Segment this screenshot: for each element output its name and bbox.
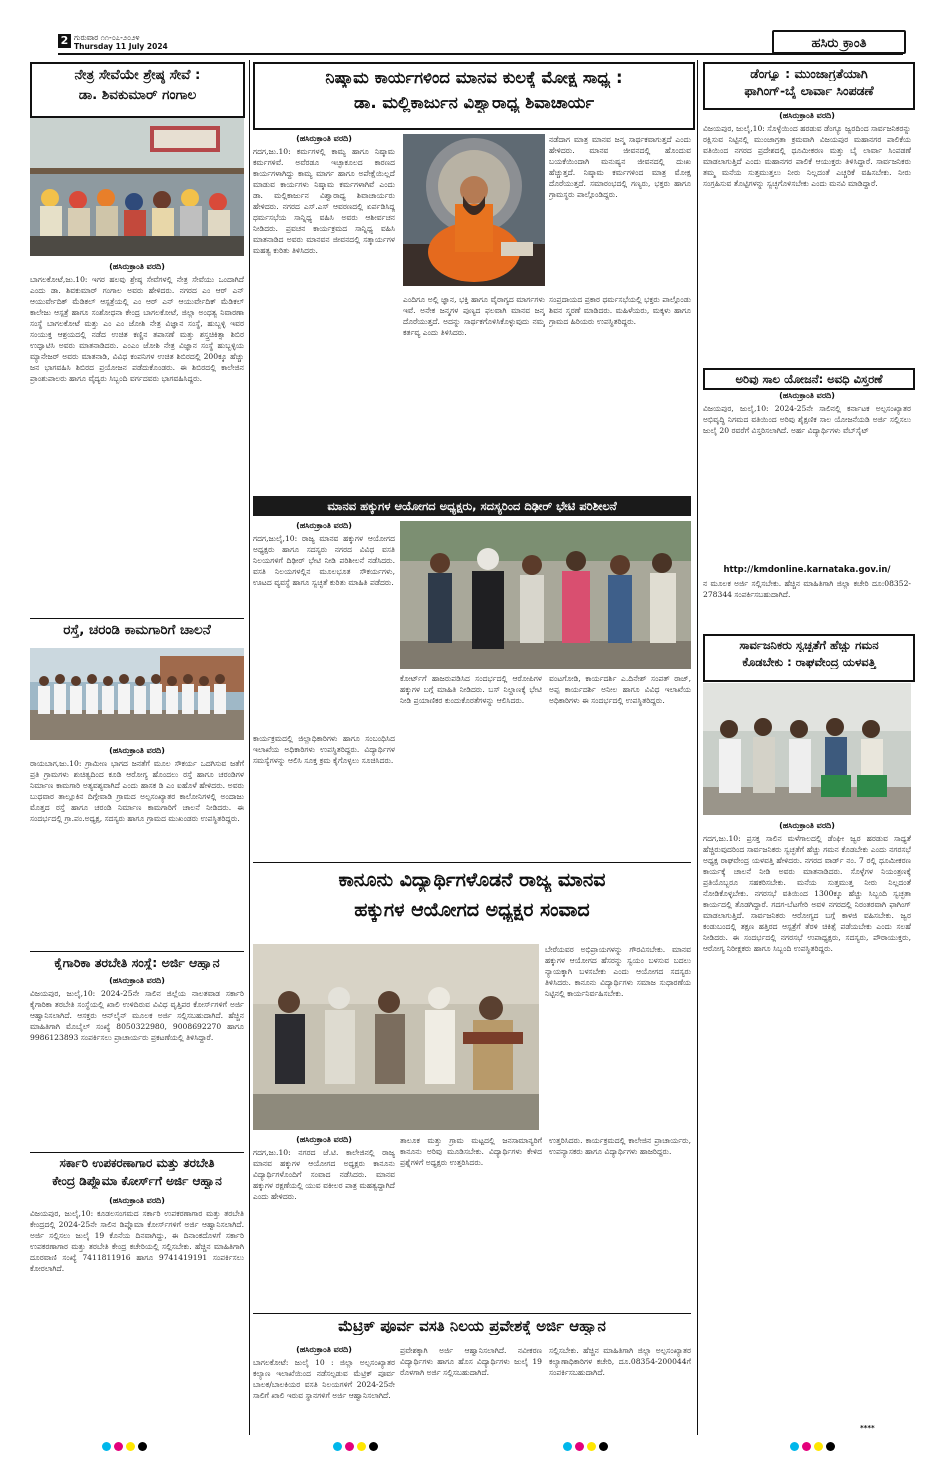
photo-road-work xyxy=(30,648,244,740)
headline-line-2: ಡಾ. ಶಿವಕುಮಾರ್ ಗಂಗಾಲ xyxy=(78,86,197,103)
article-body: ವಿಜಯಪುರ, ಜುಲೈ,10: 2024-25ನೇ ಸಾಲಿನ ಜಿಲ್ಲೆಯ ನಾಲತವಾಡ ಸರ್ಕಾರಿ ಕೈಗಾರಿಕಾ ತರಬೇತಿ ಸಂಸ್ಥೆಯಲ್ಲಿ ಖಾಲಿ ಉಳಿದಿರುವ ವಿವಿಧ ವೃತ್ತಿಪರ ಕೋರ್ಸ್‌ಗಳಿಗೆ ಅರ್ಜಿ ಆಹ್ವಾನಿಸಲಾಗಿದೆ. ಆಸಕ್ತರು ಆನ್‌ಲೈನ್ ಮೂಲಕ ಅರ್ಜಿ ಸಲ್ಲಿಸಬಹುದಾಗಿದೆ. ಹೆಚ್ಚಿನ ಮಾಹಿತಿಗಾಗಿ ಮೊಬೈಲ್ ಸಂಖ್ಯೆ 8050322980, 9008692270 ಹಾಗೂ 9986123893 ಸಂಪರ್ಕಿಸಲು ಪ್ರಾಚಾರ್ಯರು ಪ್ರಕಟಣೆಯಲ್ಲಿ ತಿಳಿಸಿದ್ದಾರೆ. xyxy=(30,989,244,1042)
article-body: ವಿಜಯಪುರ, ಜುಲೈ,10: 2024-25ನೇ ಸಾಲಿನಲ್ಲಿ ಕರ್ನಾಟಕ ಅಲ್ಪಸಂಖ್ಯಾತರ ಅಭಿವೃದ್ಧಿ ನಿಗಮದ ವತಿಯಿಂದ ಅರಿವು ಶೈಕ್ಷಣಿಕ ಸಾಲ ಯೋಜನೆಯಡಿ ಅರ್ಜಿ ಸಲ್ಲಿಸಲು ಜುಲೈ 20 ರವರೆಗೆ ವಿಸ್ತರಿಸಲಾಗಿದೆ. ಅರ್ಹ ವಿದ್ಯಾರ್ಥಿಗಳು ವೆಬ್‌ಸೈಟ್ xyxy=(703,404,911,435)
article-headline-iti: ಕೈಗಾರಿಕಾ ತರಬೇತಿ ಸಂಸ್ಥೆ: ಅರ್ಜಿ ಆಹ್ವಾನ xyxy=(54,956,220,970)
article-divider xyxy=(30,1152,244,1153)
photo-swamiji xyxy=(403,134,545,286)
register-dot-black xyxy=(599,1442,608,1451)
photo-law-students xyxy=(253,944,539,1130)
register-dot-magenta xyxy=(802,1442,811,1451)
article-divider xyxy=(253,862,691,863)
register-dot-magenta xyxy=(575,1442,584,1451)
page-number: 2 xyxy=(60,34,69,47)
article-headline-nishkama xyxy=(253,62,695,130)
article-headline-law-students-1: ಕಾನೂನು ವಿದ್ಯಾರ್ಥಿಗಳೊಡನೆ ರಾಜ್ಯ ಮಾನವ xyxy=(338,870,606,891)
byline: (ಹಸಿರುಕ್ರಾಂತಿ ವರದಿ) xyxy=(109,746,165,755)
byline: (ಹಸಿರುಕ್ರಾಂತಿ ವರದಿ) xyxy=(109,976,165,985)
article-headline-law-students-2: ಹಕ್ಕುಗಳ ಆಯೋಗದ ಅಧ್ಯಕ್ಷರ ಸಂವಾದ xyxy=(354,900,590,921)
article-body: ಕೋರ್ಟ್‌ಗೆ ಹಾಜರುಪಡಿಸಿದ ಸಂದರ್ಭದಲ್ಲಿ ಆರೋಪಿಗಳ ಹಕ್ಕುಗಳ ಬಗ್ಗೆ ಮಾಹಿತಿ ನೀಡಿದರು. ಬಸ್ ನಿಲ್ದಾಣಕ್ಕೆ ಭೇಟಿ ನೀಡಿ ಪ್ರಯಾಣಿಕರ ಕುಂದುಕೊರತೆಗಳನ್ನು ಆಲಿಸಿದರು. xyxy=(400,674,542,705)
paper-name: ಹಸಿರು ಕ್ರಾಂತಿ xyxy=(811,36,867,51)
article-divider xyxy=(253,1313,691,1314)
byline: (ಹಸಿರುಕ್ರಾಂತಿ ವರದಿ) xyxy=(296,134,352,143)
article-body: ಎಂದಿಗೂ ಅಲ್ಲಿ ಜ್ಞಾನ, ಭಕ್ತಿ ಹಾಗೂ ವೈರಾಗ್ಯದ ಮಾರ್ಗಗಳು ಇವೆ. ಅನೇಕ ಜನ್ಮಗಳ ಪುಣ್ಯದ ಫಲವಾಗಿ ಮಾನವ ಜನ್ಮ ದೊರೆಯುತ್ತದೆ. ಅದನ್ನು ಸಾರ್ಥಕಗೊಳಿಸಿಕೊಳ್ಳುವುದು ನಮ್ಮ ಕರ್ತವ್ಯ ಎಂದು ತಿಳಿಸಿದರು. xyxy=(403,295,545,337)
headline-line-1: ಸಾರ್ವಜನಿಕರು ಸ್ವಚ್ಛತೆಗೆ ಹೆಚ್ಚು ಗಮನ xyxy=(739,638,879,652)
photo-eye-camp xyxy=(30,118,244,256)
article-body: ರಾಯಬಾಗ,ಜು.10: ಗ್ರಾಮೀಣ ಭಾಗದ ಜನತೆಗೆ ಮೂಲ ಸೌಕರ್ಯ ಒದಗಿಸುವ ಜತೆಗೆ ಪ್ರತಿ ಗ್ರಾಮಗಳು ಶುಚಿತ್ವದಿಂದ ಕೂಡಿ ಆರೋಗ್ಯ ಹೊಂದಲು ರಸ್ತೆ ಹಾಗೂ ಚರಂಡಿಗಳ ನಿರ್ಮಾಣ ಕಾಮಗಾರಿ ಅತ್ಯವಶ್ಯವಾಗಿದೆ ಎಂದು ಹಾಸಕ ಡಿ ಎಂ ಐಹೊಳೆ ಹೇಳಿದರು. ಅವರು ಬುಧವಾರ ತಾಲ್ಲೂಕಿನ ದಿಗ್ಗೇವಾಡಿ ಗ್ರಾಮದ ಅಲ್ಪಸಂಖ್ಯಾತರ ಕಾಲೋನಿಗಳಲ್ಲಿ ಅಂದಾಜು ಮೊತ್ತದ ರಸ್ತೆ ಹಾಗೂ ಚರಂಡಿ ನಿರ್ಮಾಣ ಕಾಮಗಾರಿಗೆ ಚಾಲನೆ ನೀಡಿದರು. ಈ ಸಂದರ್ಭದಲ್ಲಿ ಗ್ರಾ.ಪಂ.ಅಧ್ಯಕ್ಷ, ಸದಸ್ಯರು ಹಾಗೂ ಗ್ರಾಮದ ಮುಖಂಡರು ಉಪಸ್ಥಿತರಿದ್ದರು. xyxy=(30,759,244,823)
register-dot-black xyxy=(826,1442,835,1451)
byline: (ಹಸಿರುಕ್ರಾಂತಿ ವರದಿ) xyxy=(296,521,352,530)
register-dot-yellow xyxy=(587,1442,596,1451)
article-headline-arivu xyxy=(703,368,915,390)
article-body: ಕಾರ್ಯಕ್ರಮದಲ್ಲಿ ಜಿಲ್ಲಾಧಿಕಾರಿಗಳು ಹಾಗೂ ಸಂಬಂಧಿಸಿದ ಇಲಾಖೆಯ ಅಧಿಕಾರಿಗಳು ಉಪಸ್ಥಿತರಿದ್ದರು. ವಿದ್ಯಾರ್ಥಿಗಳ ಸಮಸ್ಯೆಗಳನ್ನು ಆಲಿಸಿ ಸೂಕ್ತ ಕ್ರಮ ಕೈಗೊಳ್ಳಲು ಸೂಚಿಸಿದರು. xyxy=(253,734,395,765)
headline-line-1: ಡೆಂಗ್ಯೂ : ಮುಂಜಾಗ್ರತೆಯಾಗಿ xyxy=(750,66,868,81)
register-dot-yellow xyxy=(814,1442,823,1451)
article-body: ನ ಮೂಲಕ ಅರ್ಜಿ ಸಲ್ಲಿಸಬೇಕು. ಹೆಚ್ಚಿನ ಮಾಹಿತಿಗಾಗಿ ಜಿಲ್ಲಾ ಕಚೇರಿ ದೂ:08352-278344 ಸಂಪರ್ಕಿಸಬಹುದಾಗಿದೆ. xyxy=(703,579,911,599)
article-body: ತಾಲೂಕ ಮತ್ತು ಗ್ರಾಮ ಮಟ್ಟದಲ್ಲಿ ಜನಸಾಮಾನ್ಯರಿಗೆ ಕಾನೂನು ಅರಿವು ಮೂಡಿಸಬೇಕು. ವಿದ್ಯಾರ್ಥಿಗಳು ಕೇಳಿದ ಪ್ರಶ್ನೆಗಳಿಗೆ ಅಧ್ಯಕ್ಷರು ಉತ್ತರಿಸಿದರು. xyxy=(400,1136,542,1167)
article-body: ವಿಜಯಪುರ, ಜುಲೈ,10: ಕೂಡಲಸಂಗಮದ ಸರ್ಕಾರಿ ಉಪಕರಣಾಗಾರ ಮತ್ತು ತರಬೇತಿ ಕೇಂದ್ರದಲ್ಲಿ 2024-25ನೇ ಸಾಲಿನ ಡಿಪ್ಲೊಮಾ ಕೋರ್ಸ್‌ಗಳಿಗೆ ಅರ್ಜಿ ಆಹ್ವಾನಿಸಲಾಗಿದೆ. ಅರ್ಜಿ ಸಲ್ಲಿಸಲು ಜುಲೈ 19 ಕೊನೆಯ ದಿನವಾಗಿದ್ದು, ಈ ದಿನಾಂಕದೊಳಗೆ ಸರ್ಕಾರಿ ಉಪಕರಣಾಗಾರ ಮತ್ತು ತರಬೇತಿ ಕೇಂದ್ರ ಕಚೇರಿಯಲ್ಲಿ ಸಲ್ಲಿಸಬೇಕು. ಹೆಚ್ಚಿನ ಮಾಹಿತಿಗಾಗಿ ದೂರವಾಣಿ ಸಂಖ್ಯೆ 7411811916 ಹಾಗೂ 9741419191 ಸಂಪರ್ಕಿಸಲು ಕೋರಲಾಗಿದೆ. xyxy=(30,1209,244,1273)
article-headline-dengue xyxy=(703,62,915,110)
date-kannada: ಗುರುವಾರ ೧೧-೦೭-೨೦೨೪ xyxy=(74,33,140,42)
headline-line-1: ನಿಷ್ಕಾಮ ಕಾರ್ಯಗಳಿಂದ ಮಾನವ ಕುಲಕ್ಕೆ ಮೋಕ್ಷ ಸಾಧ್ಯ : xyxy=(325,68,623,87)
article-body: ಬಾಗಲಕೋಟೆ,ಜು.10: ಇಗರ ಹಲವು ಶ್ರೇಷ್ಠ ಸೇವೆಗಳಲ್ಲಿ ನೇತ್ರ ಸೇವೆಯು ಒಂದಾಗಿದೆ ಎಂದು ಡಾ. ಶಿವಕುಮಾರ್ ಗಂಗಾಲ ಅವರು ಹೇಳಿದರು. ನಗರದ ಎಂ ಆರ್ ಎನ್ ಆಯುರ್ವೇದಿಕ್ ಮೆಡಿಕಲ್ ಆಸ್ಪತ್ರೆಯಲ್ಲಿ ಎಂ ಆರ್ ಎನ್ ಆಯುರ್ವೇದಿಕ್ ಮೆಡಿಕಲ್ ಕಾಲೇಜು ಆಸ್ಪತ್ರೆ ಹಾಗೂ ಸಂಶೋಧನಾ ಕೇಂದ್ರ ಬಾಗಲಕೋಟೆ, ಜಿಲ್ಲಾ ಅಂಧತ್ವ ನಿವಾರಣಾ ಸಂಸ್ಥೆ ಬಾಗಲಕೋಟೆ ಮತ್ತು ಎಂ ಎಂ ಜೋಶಿ ನೇತ್ರ ವಿಜ್ಞಾನ ಸಂಸ್ಥೆ, ಹುಬ್ಬಳ್ಳಿ ಇವರ ಸಂಯುಕ್ತ ಆಶ್ರಯದಲ್ಲಿ ನಡೆದ ಉಚಿತ ಕಣ್ಣಿನ ತಪಾಸಣೆ ಮತ್ತು ಶಸ್ತ್ರಚಿಕಿತ್ಸಾ ಶಿಬಿರ ಉದ್ಘಾಟಿಸಿ ಅವರು ಮಾತನಾಡಿದರು. ಎಂಎಂ ಜೋಶಿ ನೇತ್ರ ವಿಜ್ಞಾನ ಸಂಸ್ಥೆ ಹುಬ್ಬಳ್ಳಿಯ ಮ್ಯಾನೇಜರ್ ಅವರು ಮಾತನಾಡಿ, ವಿವಿಧ ಕಂಪನಿಗಳ ಉಚಿತ ಶಿಬಿರದಲ್ಲಿ 200ಕ್ಕೂ ಹೆಚ್ಚು ಜನ ಭಾಗವಹಿಸಿ ಶಿಬಿರದ ಪ್ರಯೋಜನ ಪಡೆದುಕೊಂಡರು. ಈ ಶಿಬಿರದಲ್ಲಿ ಕಾಲೇಜಿನ ಪ್ರಾಂಶುಪಾಲರು ಹಾಗೂ ವೈದ್ಯರು ಸಿಬ್ಬಂದಿ ವರ್ಗದವರು ಭಾಗವಹಿಸಿದ್ದರು. xyxy=(30,275,244,383)
register-dot-cyan xyxy=(563,1442,572,1451)
photo-fogging-workers xyxy=(703,683,911,815)
page-number-box xyxy=(58,34,71,48)
headline-line-1: ನೇತ್ರ ಸೇವೆಯೇ ಶ್ರೇಷ್ಠ ಸೇವೆ : xyxy=(74,67,201,83)
article-body: ಸಲ್ಲಿಸಬೇಕು. ಹೆಚ್ಚಿನ ಮಾಹಿತಿಗಾಗಿ ಜಿಲ್ಲಾ ಅಲ್ಪಸಂಖ್ಯಾತರ ಕಲ್ಯಾಣಾಧಿಕಾರಿಗಳ ಕಚೇರಿ, ದೂ.08354-200044ಗೆ ಸಂಪರ್ಕಿಸಬಹುದಾಗಿದೆ. xyxy=(549,1346,691,1377)
headline-line-2: ಡಾ. ಮಲ್ಲಿಕಾರ್ಜುನ ವಿಶ್ವಾರಾಧ್ಯ ಶಿವಾಚಾರ್ಯ xyxy=(353,92,595,112)
article-headline-diploma-1: ಸರ್ಕಾರಿ ಉಪಕರಣಾಗಾರ ಮತ್ತು ತರಬೇತಿ xyxy=(59,1157,215,1170)
article-body: ಉತ್ತರಿಸಿದರು. ಕಾರ್ಯಕ್ರಮದಲ್ಲಿ ಕಾಲೇಜಿನ ಪ್ರಾಚಾರ್ಯರು, ಉಪನ್ಯಾಸಕರು ಹಾಗೂ ವಿದ್ಯಾರ್ಥಿಗಳು ಹಾಜರಿದ್ದರು. xyxy=(549,1136,691,1156)
register-dot-cyan xyxy=(790,1442,799,1451)
photo-commission-visit xyxy=(400,521,691,669)
article-banner-human-rights-visit xyxy=(253,496,691,516)
byline: (ಹಸಿರುಕ್ರಾಂತಿ ವರದಿ) xyxy=(296,1135,352,1144)
article-body: ಗದಗ,ಜು.10: ನಗರದ ಜೆ.ಟಿ. ಕಾಲೇಜಿನಲ್ಲಿ ರಾಜ್ಯ ಮಾನವ ಹಕ್ಕುಗಳ ಆಯೋಗದ ಅಧ್ಯಕ್ಷರು ಕಾನೂನು ವಿದ್ಯಾರ್ಥಿಗಳೊಂದಿಗೆ ಸಂವಾದ ನಡೆಸಿದರು. ಮಾನವ ಹಕ್ಕುಗಳ ರಕ್ಷಣೆಯಲ್ಲಿ ಯುವ ವಕೀಲರ ಪಾತ್ರ ಮಹತ್ವದ್ದಾಗಿದೆ ಎಂದು ಹೇಳಿದರು. xyxy=(253,1148,395,1201)
register-dot-yellow xyxy=(126,1442,135,1451)
register-dot-cyan xyxy=(102,1442,111,1451)
article-divider xyxy=(30,618,244,619)
article-headline-eye-service xyxy=(30,62,245,118)
date-english: Thursday 11 July 2024 xyxy=(74,42,168,51)
article-body: ವಿಜಯಪುರ, ಜುಲೈ,10: ಸೊಳ್ಳೆಯಿಂದ ಹರಡುವ ಡೆಂಗ್ಯೂ ಜ್ವರದಿಂದ ಸಾರ್ವಜನಿಕರನ್ನು ರಕ್ಷಿಸುವ ನಿಟ್ಟಿನಲ್ಲಿ ಮುಂಜಾಗ್ರತಾ ಕ್ರಮವಾಗಿ ವಿಜಯಪುರ ಮಹಾನಗರ ಪಾಲಿಕೆಯ ವತಿಯಿಂದ ನಗರದ ಪ್ರದೇಶದಲ್ಲಿ ಧೂಮೀಕರಣ ಮತ್ತು ಬೈ ಲಾರ್ವಾ ಸಿಂಪಡಣೆ ಮಾಡಲಾಗುತ್ತಿದೆ ಎಂದು ಮಹಾನಗರ ಪಾಲಿಕೆ ಆಯುಕ್ತರು ತಿಳಿಸಿದ್ದಾರೆ. ಸಾರ್ವಜನಿಕರು ತಮ್ಮ ಮನೆಯ ಸುತ್ತಮುತ್ತಲು ನೀರು ನಿಲ್ಲದಂತೆ ಎಚ್ಚರಿಕೆ ವಹಿಸಬೇಕು. ನೀರು ಸಂಗ್ರಹಿಸುವ ತೊಟ್ಟಿಗಳನ್ನು ಸ್ವಚ್ಛಗೊಳಿಸಬೇಕು ಎಂದು ಮನವಿ ಮಾಡಿದ್ದಾರೆ. xyxy=(703,124,911,188)
byline: (ಹಸಿರುಕ್ರಾಂತಿ ವರದಿ) xyxy=(779,111,835,120)
headline-line-2: ಫಾಗಿಂಗ್-ಬೈ ಲಾರ್ವಾ ಸಿಂಪಡಣೆ xyxy=(744,83,874,99)
article-body: ಗದಗ,ಜುಲೈ,10: ರಾಜ್ಯ ಮಾನವ ಹಕ್ಕುಗಳ ಆಯೋಗದ ಅಧ್ಯಕ್ಷರು ಹಾಗೂ ಸದಸ್ಯರು ನಗರದ ವಿವಿಧ ವಸತಿ ನಿಲಯಗಳಿಗೆ ದಿಢೀರ್ ಭೇಟಿ ನೀಡಿ ಪರಿಶೀಲನೆ ನಡೆಸಿದರು. ವಸತಿ ನಿಲಯಗಳಲ್ಲಿನ ಮೂಲಭೂತ ಸೌಕರ್ಯಗಳು, ಊಟದ ವ್ಯವಸ್ಥೆ ಹಾಗೂ ಸ್ವಚ್ಛತೆ ಕುರಿತು ಮಾಹಿತಿ ಪಡೆದರು. xyxy=(253,534,395,587)
column-divider-left xyxy=(249,60,250,1435)
article-body: ಸಂಪ್ರದಾಯದ ಪ್ರಕಾರ ಧರ್ಮಸಭೆಯಲ್ಲಿ ಭಕ್ತರು ಪಾಲ್ಗೊಂಡು ಶಿವನ ಸ್ಮರಣೆ ಮಾಡಿದರು. ಮಹಿಳೆಯರು, ಮಕ್ಕಳು ಹಾಗೂ ಗ್ರಾಮದ ಹಿರಿಯರು ಉಪಸ್ಥಿತರಿದ್ದರು. xyxy=(549,295,691,326)
article-body: ಗದಗ,ಜು.10: ಪ್ರಸಕ್ತ ಸಾಲಿನ ಮಳೆಗಾಲದಲ್ಲಿ ಡೆಂಘೀ ಜ್ವರ ಹರಡುವ ಸಾಧ್ಯತೆ ಹೆಚ್ಚಿರುವುದರಿಂದ ಸಾರ್ವಜನಿಕರು ಸ್ವಚ್ಛತೆಗೆ ಹೆಚ್ಚು ಗಮನ ಕೊಡಬೇಕು ಎಂದು ನಗರಸಭೆ ಅಧ್ಯಕ್ಷ ರಾಘವೇಂದ್ರ ಯಳವತ್ತಿ ಹೇಳಿದರು. ನಗರದ ವಾರ್ಡ್ ನಂ. 7 ರಲ್ಲಿ ಧೂಮೀಕರಣ ಕಾರ್ಯಕ್ಕೆ ಚಾಲನೆ ನೀಡಿ ಅವರು ಮಾತನಾಡಿದರು. ಸೊಳ್ಳೆಗಳ ನಿಯಂತ್ರಣಕ್ಕೆ ಪ್ರತಿಯೊಬ್ಬರೂ ಸಹಕರಿಸಬೇಕು. ಮನೆಯ ಸುತ್ತಮುತ್ತ ನೀರು ನಿಲ್ಲದಂತೆ ನೋಡಿಕೊಳ್ಳಬೇಕು. ನಗರಸಭೆ ವತಿಯಿಂದ 1300ಕ್ಕೂ ಹೆಚ್ಚು ಸಿಬ್ಬಂದಿ ಸ್ವಚ್ಛತಾ ಕಾರ್ಯದಲ್ಲಿ ತೊಡಗಿದ್ದಾರೆ. ಗದಗ-ಬೆಟಗೇರಿ ಅವಳಿ ನಗರದಲ್ಲಿ ನಿರಂತರವಾಗಿ ಫಾಗಿಂಗ್ ಮಾಡಲಾಗುತ್ತಿದೆ. ಸಾರ್ವಜನಿಕರು ಆರೋಗ್ಯದ ಬಗ್ಗೆ ಕಾಳಜಿ ವಹಿಸಬೇಕು. ಜ್ವರ ಕಂಡುಬಂದಲ್ಲಿ ತಕ್ಷಣ ಹತ್ತಿರದ ಆಸ್ಪತ್ರೆಗೆ ತೆರಳಿ ಚಿಕಿತ್ಸೆ ಪಡೆಯಬೇಕು ಎಂದು ಸಲಹೆ ನೀಡಿದರು. ಈ ಸಂದರ್ಭದಲ್ಲಿ ನಗರಸಭೆ ಉಪಾಧ್ಯಕ್ಷರು, ಸದಸ್ಯರು, ಪೌರಾಯುಕ್ತರು, ಆರೋಗ್ಯ ನಿರೀಕ್ಷಕರು ಹಾಗೂ ಸಿಬ್ಬಂದಿ ಉಪಸ್ಥಿತರಿದ್ದರು. xyxy=(703,834,911,953)
byline: (ಹಸಿರುಕ್ರಾಂತಿ ವರದಿ) xyxy=(779,821,835,830)
byline: (ಹಸಿರುಕ್ರಾಂತಿ ವರದಿ) xyxy=(109,1196,165,1205)
article-headline-road: ರಸ್ತೆ, ಚರಂಡಿ ಕಾಮಗಾರಿಗೆ ಚಾಲನೆ xyxy=(63,623,211,638)
article-body: ನಡೆದಾಗ ಮಾತ್ರ ಮಾನವ ಜನ್ಮ ಸಾರ್ಥಕವಾಗುತ್ತದೆ ಎಂದು ಹೇಳಿದರು. ಮಾನವ ಜೀವನದಲ್ಲಿ ಹೊಂದುವ ಬಯಕೆಯಿಂದಾಗಿ ಮನುಷ್ಯನ ಜೀವನದಲ್ಲಿ ದುಃಖ ಹೆಚ್ಚುತ್ತದೆ. ನಿಷ್ಕಾಮ ಕರ್ಮಗಳಿಂದ ಮಾತ್ರ ಮೋಕ್ಷ ದೊರೆಯುತ್ತದೆ. ಸಮಾರಂಭದಲ್ಲಿ ಗಣ್ಯರು, ಭಕ್ತರು ಹಾಗೂ ಗ್ರಾಮಸ್ಥರು ಪಾಲ್ಗೊಂಡಿದ್ದರು. xyxy=(549,135,691,199)
article-body: ಪ್ರವೇಶಕ್ಕಾಗಿ ಅರ್ಜಿ ಆಹ್ವಾನಿಸಲಾಗಿದೆ. ನವೀಕರಣ ವಿದ್ಯಾರ್ಥಿಗಳು ಹಾಗೂ ಹೊಸ ವಿದ್ಯಾರ್ಥಿಗಳು ಜುಲೈ 19 ರೊಳಗಾಗಿ ಅರ್ಜಿ ಸಲ್ಲಿಸಬಹುದಾಗಿದೆ. xyxy=(400,1346,542,1377)
article-body: ಬೇರೆಯವರ ಅಭಿಪ್ರಾಯಗಳನ್ನು ಗೌರವಿಸಬೇಕು. ಮಾನವ ಹಕ್ಕುಗಳ ಆಯೋಗದ ಹೆಸರನ್ನು ಸ್ವಯಂ ಬಳಸುವ ಬದಲು ನ್ಯಾಯಕ್ಕಾಗಿ ಬಳಸಬೇಕು ಎಂದು ಆಯೋಗದ ಸದಸ್ಯರು ತಿಳಿಸಿದರು. ಕಾನೂನು ವಿದ್ಯಾರ್ಥಿಗಳು ಸಮಾಜ ಸುಧಾರಣೆಯ ನಿಟ್ಟಿನಲ್ಲಿ ಕಾರ್ಯನಿರ್ವಹಿಸಬೇಕು. xyxy=(545,945,691,998)
register-dot-yellow xyxy=(357,1442,366,1451)
article-body: ಬಾಗಲಕೋಟೆ: ಜುಲೈ 10 : ಜಿಲ್ಲಾ ಅಲ್ಪಸಂಖ್ಯಾತರ ಕಲ್ಯಾಣ ಇಲಾಖೆಯಿಂದ ನಡೆಸಲ್ಪಡುವ ಮೆಟ್ರಿಕ್ ಪೂರ್ವ ಬಾಲಕ/ಬಾಲಕಿಯರ ವಸತಿ ನಿಲಯಗಳಿಗೆ 2024-25ನೇ ಸಾಲಿಗೆ ಖಾಲಿ ಇರುವ ಸ್ಥಾನಗಳಿಗೆ ಅರ್ಜಿ ಆಹ್ವಾನಿಸಲಾಗಿದೆ. xyxy=(253,1358,395,1400)
register-dot-black xyxy=(369,1442,378,1451)
article-body: ವಂಟಗೋಡಿ, ಕಾರ್ಯದರ್ಶಿ ಎ.ದಿನೇಶ್ ಸಂಪತ್ ರಾಜ್, ಅಪ್ಪ ಕಾರ್ಯದರ್ಶಿ ಅನೀಲ ಹಾಗೂ ವಿವಿಧ ಇಲಾಖೆಯ ಅಧಿಕಾರಿಗಳು ಈ ಸಂದರ್ಭದಲ್ಲಿ ಉಪಸ್ಥಿತರಿದ್ದರು. xyxy=(549,674,691,705)
register-dot-cyan xyxy=(333,1442,342,1451)
article-headline-cleanliness xyxy=(703,634,915,682)
banner-headline: ಮಾನವ ಹಕ್ಕುಗಳ ಆಯೋಗದ ಅಧ್ಯಕ್ಷರು, ಸದಸ್ಯರಿಂದ ದಿಢೀರ್ ಭೇಟಿ ಪರಿಶೀಲನೆ xyxy=(327,499,617,513)
byline: (ಹಸಿರುಕ್ರಾಂತಿ ವರದಿ) xyxy=(109,262,165,271)
article-divider xyxy=(30,951,244,952)
paper-name-box xyxy=(772,30,906,54)
article-headline-hostel: ಮೆಟ್ರಿಕ್ ಪೂರ್ವ ವಸತಿ ನಿಲಯ ಪ್ರವೇಶಕ್ಕೆ ಅರ್ಜಿ ಆಹ್ವಾನ xyxy=(338,1318,606,1335)
headline-line-2: ಕೊಡಬೇಕು : ರಾಘವೇಂದ್ರ ಯಳವತ್ತಿ xyxy=(742,655,876,670)
headline: ಅರಿವು ಸಾಲ ಯೋಜನೆ: ಅವಧಿ ವಿಸ್ತರಣೆ xyxy=(735,372,883,386)
byline: (ಹಸಿರುಕ್ರಾಂತಿ ವರದಿ) xyxy=(296,1345,352,1354)
byline: (ಹಸಿರುಕ್ರಾಂತಿ ವರದಿ) xyxy=(779,391,835,400)
register-dot-magenta xyxy=(114,1442,123,1451)
column-divider-right xyxy=(697,60,698,1435)
article-body: ಗದಗ,ಜು.10: ಕರ್ಮಗಳಲ್ಲಿ ಕಾಮ್ಯ ಹಾಗೂ ನಿಷ್ಕಾಮ ಕರ್ಮಗಳಿವೆ. ಅವೆರಡೂ ಇಚ್ಛಾಕೂಲದ ಕಾರಣದ ಕಾರ್ಯಗಳಾಗಿದ್ದು ಕಾಮ್ಯ ಮಾರ್ಗ ಹಾಗೂ ಅಪೇಕ್ಷೆಯಿಲ್ಲದೆ ಮಾಡುವ ಕಾರ್ಯಗಳು ನಿಷ್ಕಾಮ ಕರ್ಮಗಳಾಗಿವೆ ಎಂದು ಡಾ. ಮಲ್ಲಿಕಾರ್ಜುನ ವಿಶ್ವಾರಾಧ್ಯ ಶಿವಾಚಾರ್ಯರು ಹೇಳಿದರು. ನಗರದ ಎಸ್.ಎಸ್ ಆವರಣದಲ್ಲಿ ಏರ್ಪಡಿಸಿದ್ದ ಧರ್ಮಸಭೆಯ ಸಾನ್ನಿಧ್ಯ ವಹಿಸಿ ಅವರು ಆಶೀರ್ವಚನ ನೀಡಿದರು. ಪ್ರವಚನ ಕಾರ್ಯಕ್ರಮದ ಸಾನ್ನಿಧ್ಯ ವಹಿಸಿ ಮಾತನಾಡಿದ ಅವರು ಮಾನವನ ಜೀವನದಲ್ಲಿ ಸತ್ಕಾರ್ಯಗಳ ಮಹತ್ವ ಕುರಿತು ತಿಳಿಸಿದರು. xyxy=(253,147,395,255)
website-link[interactable]: http://kmdonline.karnataka.gov.in/ xyxy=(723,565,891,575)
end-mark: **** xyxy=(860,1424,875,1432)
register-dot-black xyxy=(138,1442,147,1451)
register-dot-magenta xyxy=(345,1442,354,1451)
article-headline-diploma-2: ಕೇಂದ್ರ ಡಿಪ್ಲೊಮಾ ಕೋರ್ಸ್‌ಗೆ ಅರ್ಜಿ ಆಹ್ವಾನ xyxy=(52,1175,222,1188)
